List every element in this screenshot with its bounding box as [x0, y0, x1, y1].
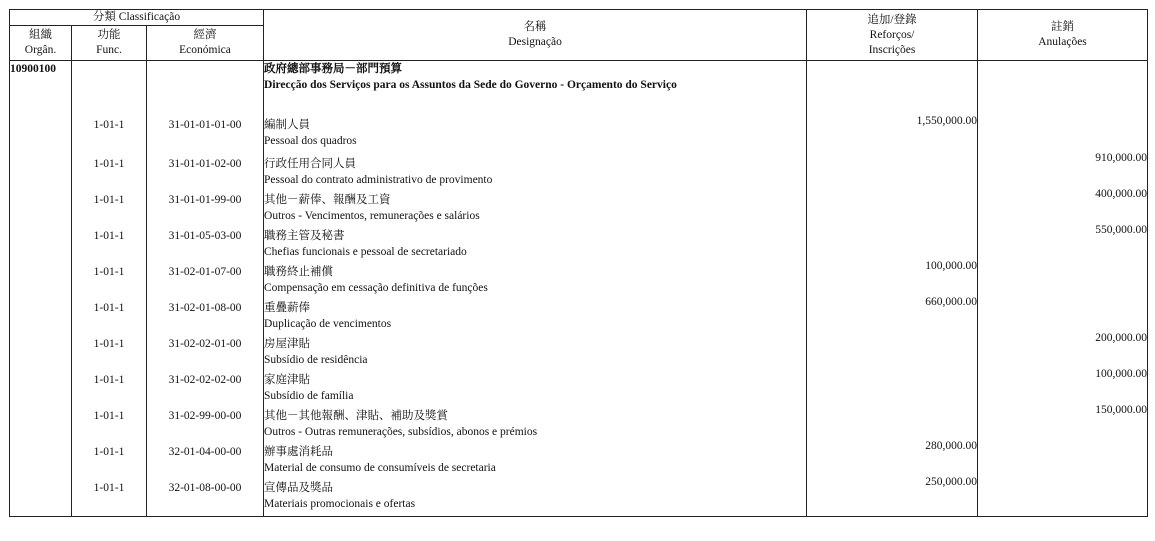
table-row — [10, 156, 1148, 192]
functional-code: 1-01-1 — [72, 192, 147, 228]
annulments-header — [978, 10, 1148, 61]
functional-header-pt: Func. — [96, 44, 122, 56]
economic-code: 31-01-01-02-00 — [147, 156, 264, 192]
economic-code: 31-01-05-03-00 — [147, 228, 264, 264]
functional-code: 1-01-1 — [72, 300, 147, 336]
functional-header-zh: 功能 — [97, 29, 121, 41]
reinforcement-amount-cell — [807, 440, 978, 480]
reinforcement-amount-cell — [807, 192, 978, 228]
designation-pt: Duplicação de vencimentos — [264, 318, 392, 330]
functional-code: 1-01-1 — [72, 408, 147, 444]
organic-cell — [10, 372, 72, 408]
designation-cell — [264, 192, 807, 228]
designation-zh: 重疊薪俸 — [264, 302, 311, 314]
annulment-amount: 910,000.00 — [1095, 152, 1148, 164]
section-title-zh: 政府總部事務局－部門預算 — [264, 63, 403, 75]
annulment-amount-cell — [978, 117, 1148, 156]
economic-header-pt: Económica — [179, 44, 231, 56]
designation-zh: 職務終止補償 — [264, 266, 334, 278]
reinforcement-amount-cell — [807, 296, 978, 336]
designation-cell — [264, 372, 807, 408]
organic-cell — [10, 156, 72, 192]
functional-code: 1-01-1 — [72, 336, 147, 372]
organic-cell — [10, 228, 72, 264]
economic-code: 31-02-02-01-00 — [147, 336, 264, 372]
designation-pt: Subsídio de família — [264, 390, 354, 402]
organic-cell — [10, 480, 72, 517]
designation-cell — [264, 480, 807, 517]
reinforcement-amount-cell — [807, 336, 978, 372]
reinforcement-amount-cell — [807, 228, 978, 264]
reinforcement-amount: 660,000.00 — [925, 296, 978, 308]
organic-cell — [10, 192, 72, 228]
section-title — [264, 61, 807, 118]
designation-cell — [264, 300, 807, 336]
reinforcements-header-pt2: Inscrições — [868, 43, 916, 56]
organic-header-zh: 組織 — [29, 29, 52, 41]
organic-cell — [10, 264, 72, 300]
reinforcement-amount: 250,000.00 — [925, 476, 978, 488]
designation-cell — [264, 117, 807, 156]
designation-pt: Outros - Vencimentos, remunerações e salários — [264, 210, 480, 222]
annulment-amount-cell — [978, 480, 1148, 517]
economic-code: 31-02-01-07-00 — [147, 264, 264, 300]
reinforcements-header — [807, 10, 978, 61]
designation-cell — [264, 336, 807, 372]
organic-cell — [10, 408, 72, 444]
annulment-amount: 550,000.00 — [1095, 224, 1148, 236]
budget-table — [9, 9, 1148, 517]
designation-zh: 辦事處消耗品 — [264, 446, 334, 458]
table-row — [10, 444, 1148, 480]
designation-cell — [264, 408, 807, 444]
empty-cell — [72, 61, 147, 118]
reinforcement-amount: 1,550,000.00 — [916, 115, 978, 127]
annulments-header-zh: 註銷 — [1051, 21, 1075, 33]
economic-code: 31-02-01-08-00 — [147, 300, 264, 336]
organic-cell — [10, 300, 72, 336]
designation-zh: 房屋津貼 — [264, 338, 311, 350]
functional-code: 1-01-1 — [72, 444, 147, 480]
reinforcement-amount-cell — [807, 408, 978, 444]
reinforcements-header-zh: 追加/登錄 — [867, 13, 917, 26]
table-row — [10, 480, 1148, 517]
table-row — [10, 264, 1148, 300]
annulment-amount-cell — [978, 188, 1148, 228]
designation-pt: Compensação em cessação definitiva de funções — [264, 282, 488, 294]
functional-code: 1-01-1 — [72, 117, 147, 156]
table-row — [10, 228, 1148, 264]
reinforcements-header-pt1: Reforços/ — [869, 28, 915, 41]
annulment-amount-cell — [978, 444, 1148, 480]
economic-code: 32-01-08-00-00 — [147, 480, 264, 517]
designation-header — [264, 10, 807, 61]
designation-pt: Outros - Outras remunerações, subsídios, abonos e prémios — [264, 426, 538, 438]
designation-zh: 其他－薪俸、報酬及工資 — [264, 194, 391, 206]
annulment-amount-cell — [978, 368, 1148, 408]
annulment-amount: 400,000.00 — [1095, 188, 1148, 200]
economic-header-zh: 經濟 — [193, 29, 217, 41]
designation-cell — [264, 156, 807, 192]
reinforcement-amount-cell — [807, 372, 978, 408]
table-row — [10, 372, 1148, 408]
functional-code: 1-01-1 — [72, 480, 147, 517]
table-row — [10, 192, 1148, 228]
designation-zh: 行政任用合同人員 — [264, 158, 357, 170]
designation-header-zh: 名稱 — [523, 21, 547, 33]
table-row — [10, 117, 1148, 156]
budget-rows — [10, 117, 1148, 517]
functional-header — [72, 26, 147, 61]
empty-cell — [978, 61, 1148, 118]
classification-header: 分類 Classificação — [10, 10, 264, 26]
economic-header — [147, 26, 264, 61]
table-row — [10, 300, 1148, 336]
organic-cell — [10, 336, 72, 372]
designation-pt: Subsídio de residência — [264, 354, 368, 366]
reinforcement-amount: 280,000.00 — [925, 440, 978, 452]
designation-pt: Chefias funcionais e pessoal de secretariado — [264, 246, 467, 258]
annulment-amount: 200,000.00 — [1095, 332, 1148, 344]
designation-zh: 編制人員 — [264, 119, 311, 131]
functional-code: 1-01-1 — [72, 228, 147, 264]
functional-code: 1-01-1 — [72, 372, 147, 408]
section-title-row — [10, 61, 1148, 118]
economic-code: 31-02-02-02-00 — [147, 372, 264, 408]
section-title-pt: Direcção dos Serviços para os Assuntos da Sede do Governo - Orçamento do Serviço — [264, 79, 677, 91]
economic-code: 31-02-99-00-00 — [147, 408, 264, 444]
designation-pt: Materiais promocionais e ofertas — [264, 498, 416, 510]
designation-zh: 職務主管及秘書 — [264, 230, 345, 242]
annulment-amount-cell — [978, 152, 1148, 192]
reinforcement-amount-cell — [807, 117, 978, 156]
economic-code: 32-01-04-00-00 — [147, 444, 264, 480]
functional-code: 1-01-1 — [72, 156, 147, 192]
organic-header — [10, 26, 72, 61]
annulment-amount-cell — [978, 404, 1148, 444]
organic-cell — [10, 444, 72, 480]
table-row — [10, 408, 1148, 444]
annulment-amount-cell — [978, 300, 1148, 336]
designation-pt: Pessoal dos quadros — [264, 135, 357, 147]
designation-cell — [264, 264, 807, 300]
annulments-header-pt: Anulações — [1038, 36, 1087, 48]
organic-cell — [10, 117, 72, 156]
reinforcement-amount-cell — [807, 156, 978, 192]
designation-zh: 宣傳品及獎品 — [264, 482, 334, 494]
table-row — [10, 336, 1148, 372]
designation-header-pt: Designação — [508, 36, 562, 48]
designation-cell — [264, 228, 807, 264]
empty-cell — [147, 61, 264, 118]
reinforcement-amount-cell — [807, 476, 978, 517]
designation-cell — [264, 444, 807, 480]
empty-cell — [807, 61, 978, 118]
designation-zh: 其他－其他報酬、津貼、補助及獎賞 — [264, 410, 449, 422]
annulment-amount: 150,000.00 — [1095, 404, 1148, 416]
designation-pt: Pessoal do contrato administrativo de provimento — [264, 174, 493, 186]
organic-header-pt: Orgân. — [24, 44, 57, 56]
economic-code: 31-01-01-99-00 — [147, 192, 264, 228]
annulment-amount: 100,000.00 — [1095, 368, 1148, 380]
reinforcement-amount-cell — [807, 260, 978, 300]
designation-pt: Material de consumo de consumíveis de secretaria — [264, 462, 496, 474]
reinforcement-amount: 100,000.00 — [925, 260, 978, 272]
annulment-amount-cell — [978, 224, 1148, 264]
annulment-amount-cell — [978, 332, 1148, 372]
economic-code: 31-01-01-01-00 — [147, 117, 264, 156]
functional-code: 1-01-1 — [72, 264, 147, 300]
annulment-amount-cell — [978, 264, 1148, 300]
designation-zh: 家庭津貼 — [264, 374, 311, 386]
header-row-top — [10, 10, 1148, 26]
organic-code: 10900100 — [10, 61, 72, 118]
